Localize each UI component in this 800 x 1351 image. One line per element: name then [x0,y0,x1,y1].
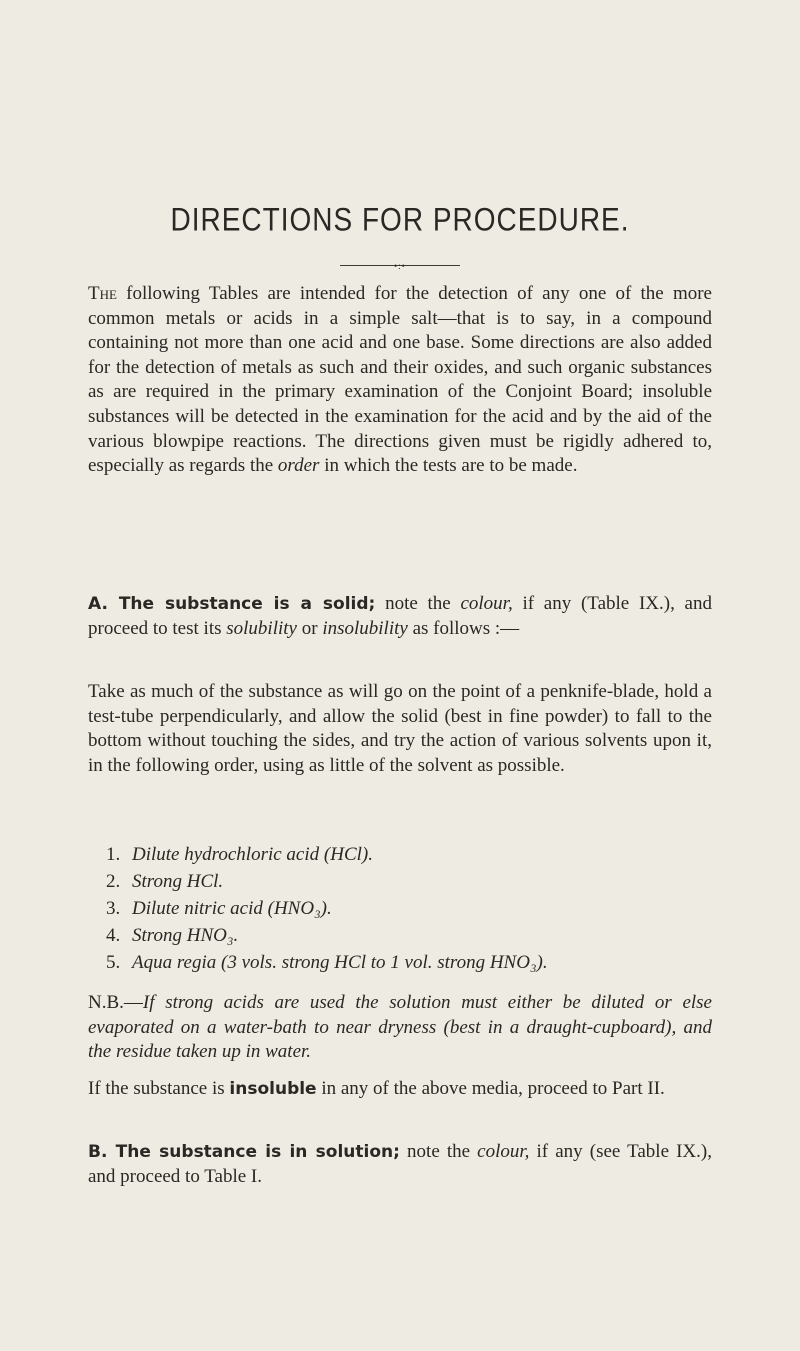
list-number: 3. [106,898,121,919]
insoluble-paragraph [88,1077,712,1102]
intro-tail: in which the tests are to be made. [319,455,578,477]
section-a-text: as follows :— [407,617,520,639]
list-number: 4. [106,925,121,946]
nb-label: N.B.— [88,992,143,1013]
section-a-solubility: solubility [226,617,297,639]
section-b-text: note the [399,1141,478,1162]
intro-paragraph [88,282,712,479]
intro-lead: The [88,283,117,304]
nb-paragraph [88,991,712,1065]
list-text: Aqua regia [132,952,217,973]
list-text: Dilute nitric acid [132,898,263,919]
page-title: DIRECTIONS FOR PROCEDURE. [170,201,630,238]
list-item [106,841,726,868]
intro-emphasis: order [277,455,320,477]
section-a-text: note the [375,593,461,614]
section-a-insolubility: insolubility [322,617,408,639]
section-b-label: B. The substance is in solution; [88,1142,400,1162]
list-text: Dilute hydrochloric acid [132,844,320,865]
instructions-paragraph [88,680,712,778]
list-item [106,949,726,976]
list-text: Strong HNO₃. [132,925,239,946]
insoluble-text: in any of the above media, proceed to Part II. [316,1078,665,1099]
list-number: 5. [106,952,121,973]
section-a-label: A. The substance is a solid; [88,594,376,614]
list-number: 1. [106,844,121,865]
solvent-list [106,841,726,976]
intro-body: following Tables are intended for the detection of any one of the more common metals or acids in a simple salt—that is to say, in a compound containing not more than one acid and one base. Some directions are also added for the detection of metals as such and their oxides, and such organic substances as are required in the primary examination of the Conjoint Board; insoluble substances will be detected in the examination for the acid and by the aid of the various blowpipe reactions. The directions given must be rigidly adhered to, especially as regards the [88,283,712,477]
section-a-colour: colour, [460,593,513,614]
list-text: Strong HCl. [132,871,224,892]
insoluble-bold: insoluble [229,1079,317,1099]
list-item [106,922,726,949]
list-item [106,868,726,895]
ornament-divider [340,262,460,270]
list-formula: (HCl). [323,844,373,865]
list-number: 2. [106,871,121,892]
section-a-text: if any (Table IX.), and proceed to test its [88,593,712,639]
list-formula: (3 vols. strong HCl to 1 vol. strong HNO₃). [221,952,548,973]
section-a-paragraph [88,592,712,641]
section-b-text: if any (see Table IX.), and proceed to Table I. [88,1141,712,1187]
list-formula: (HNO₃). [267,898,332,919]
list-item [106,895,726,922]
nb-text: If strong acids are used the solution must either be diluted or else evaporated on a water-bath to near dryness (best in a draught-cupboard), and the residue taken up in water. [88,992,712,1063]
insoluble-text: If the substance is [88,1078,230,1099]
instructions-text: Take as much of the substance as will go on the point of a penknife-blade, hold a test-tube perpendicularly, and allow the solid (best in fine powder) to fall to the bottom without touching the sides, and try the action of various solvents upon it, in the following order, using as little of the solvent as possible. [88,681,712,776]
section-a-text: or [296,617,323,639]
divider-ornament: •:• [394,261,406,271]
section-b-colour: colour, [477,1141,530,1162]
section-b-paragraph [88,1140,712,1189]
